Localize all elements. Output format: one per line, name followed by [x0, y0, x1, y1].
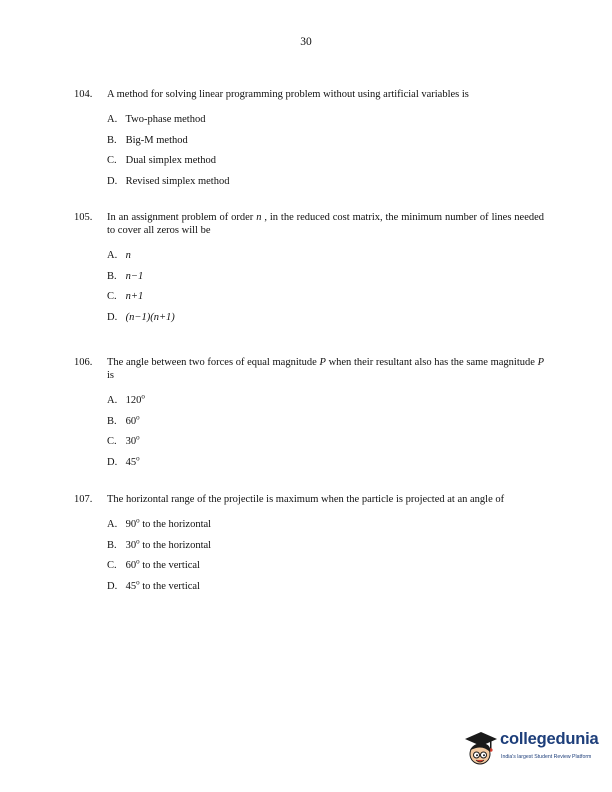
question-text-middle: when their resultant also has the same magnitude	[328, 357, 535, 368]
question-number: 107.	[74, 494, 93, 505]
option-text: 60	[125, 415, 137, 427]
degree-sup: o	[136, 578, 140, 586]
option-text: 30	[125, 436, 137, 447]
option-label: C.	[107, 291, 117, 302]
question-text-before: In an assignment problem of order	[107, 212, 254, 223]
question-number: 106.	[74, 357, 93, 368]
option-c	[107, 559, 544, 580]
option-a	[107, 394, 544, 415]
option-text: 90	[125, 519, 137, 530]
option-suffix: to the horizontal	[139, 519, 212, 530]
collegedunia-logo	[464, 726, 604, 774]
graduate-mascot-icon	[464, 730, 498, 770]
option-b	[107, 415, 544, 436]
option-suffix: to the vertical	[139, 580, 200, 592]
degree-sup: o	[136, 537, 140, 545]
option-label: A.	[107, 395, 118, 406]
option-d	[107, 456, 544, 477]
question-text-before: The angle between two forces of equal magnitude	[107, 357, 317, 368]
options-list	[107, 394, 544, 476]
degree-sup: o	[136, 433, 140, 442]
page-number: 30	[300, 36, 312, 48]
logo-wordmark: collegedunia	[500, 730, 599, 748]
option-b	[107, 134, 544, 155]
option-label: D.	[107, 456, 118, 468]
option-label: D.	[107, 311, 118, 323]
question-text-after: , in the reduced cost matrix, the minimum number of lines needed to cover all zeros will be	[107, 212, 545, 236]
option-text: Big-M method	[125, 134, 188, 146]
option-d	[107, 580, 544, 601]
option-a	[107, 518, 544, 539]
degree-sup: o	[136, 413, 140, 421]
option-c	[107, 435, 544, 456]
degree-sup: o	[136, 557, 140, 566]
option-text: Revised simplex method	[125, 175, 230, 187]
question-variable-2: P	[537, 357, 544, 368]
option-label: C.	[107, 155, 117, 166]
question-variable: n	[256, 212, 262, 223]
option-text: 120	[125, 395, 142, 406]
option-label: A.	[107, 250, 118, 261]
option-b	[107, 539, 544, 560]
question-text-after: is	[107, 370, 115, 381]
question-number: 104.	[74, 89, 93, 100]
question-104	[74, 88, 544, 195]
question-text	[107, 356, 544, 382]
degree-sup: o	[136, 516, 140, 525]
option-label: A.	[107, 114, 118, 125]
question-107	[74, 493, 544, 600]
option-text: 45	[125, 580, 137, 592]
option-suffix: to the vertical	[139, 560, 200, 571]
question-number: 105.	[74, 212, 93, 223]
degree-sup: o	[141, 392, 145, 401]
question-105	[74, 211, 544, 331]
option-text: Two-phase method	[125, 114, 206, 125]
question-variable: P	[319, 357, 326, 368]
question-text	[107, 211, 544, 237]
option-d	[107, 175, 544, 196]
option-text: (n−1)(n+1)	[125, 311, 175, 323]
options-list	[107, 518, 544, 600]
option-a	[107, 249, 544, 270]
option-text: n−1	[125, 270, 144, 282]
option-c	[107, 154, 544, 175]
option-label: B.	[107, 270, 117, 282]
option-label: B.	[107, 539, 117, 551]
options-list	[107, 249, 544, 331]
degree-sup: o	[136, 454, 140, 462]
option-label: D.	[107, 175, 118, 187]
option-text: 30	[125, 539, 137, 551]
option-label: A.	[107, 519, 118, 530]
option-text: Dual simplex method	[125, 155, 217, 166]
question-text: A method for solving linear programming problem without using artificial variables is	[107, 89, 469, 100]
option-label: D.	[107, 580, 118, 592]
option-text: n+1	[125, 291, 144, 302]
option-label: B.	[107, 415, 117, 427]
option-label: B.	[107, 134, 117, 146]
option-b	[107, 270, 544, 291]
option-text: 45	[125, 456, 137, 468]
option-text: n	[125, 250, 131, 261]
options-list	[107, 113, 544, 195]
option-text: 60	[125, 560, 137, 571]
option-suffix: to the horizontal	[139, 539, 212, 551]
option-a	[107, 113, 544, 134]
option-label: C.	[107, 436, 117, 447]
option-d	[107, 311, 544, 332]
question-text: The horizontal range of the projectile is maximum when the particle is projected at an angle of	[107, 494, 505, 505]
option-c	[107, 290, 544, 311]
logo-tagline: India's largest Student Review Platform	[501, 754, 592, 760]
option-label: C.	[107, 560, 117, 571]
question-106	[74, 356, 544, 476]
